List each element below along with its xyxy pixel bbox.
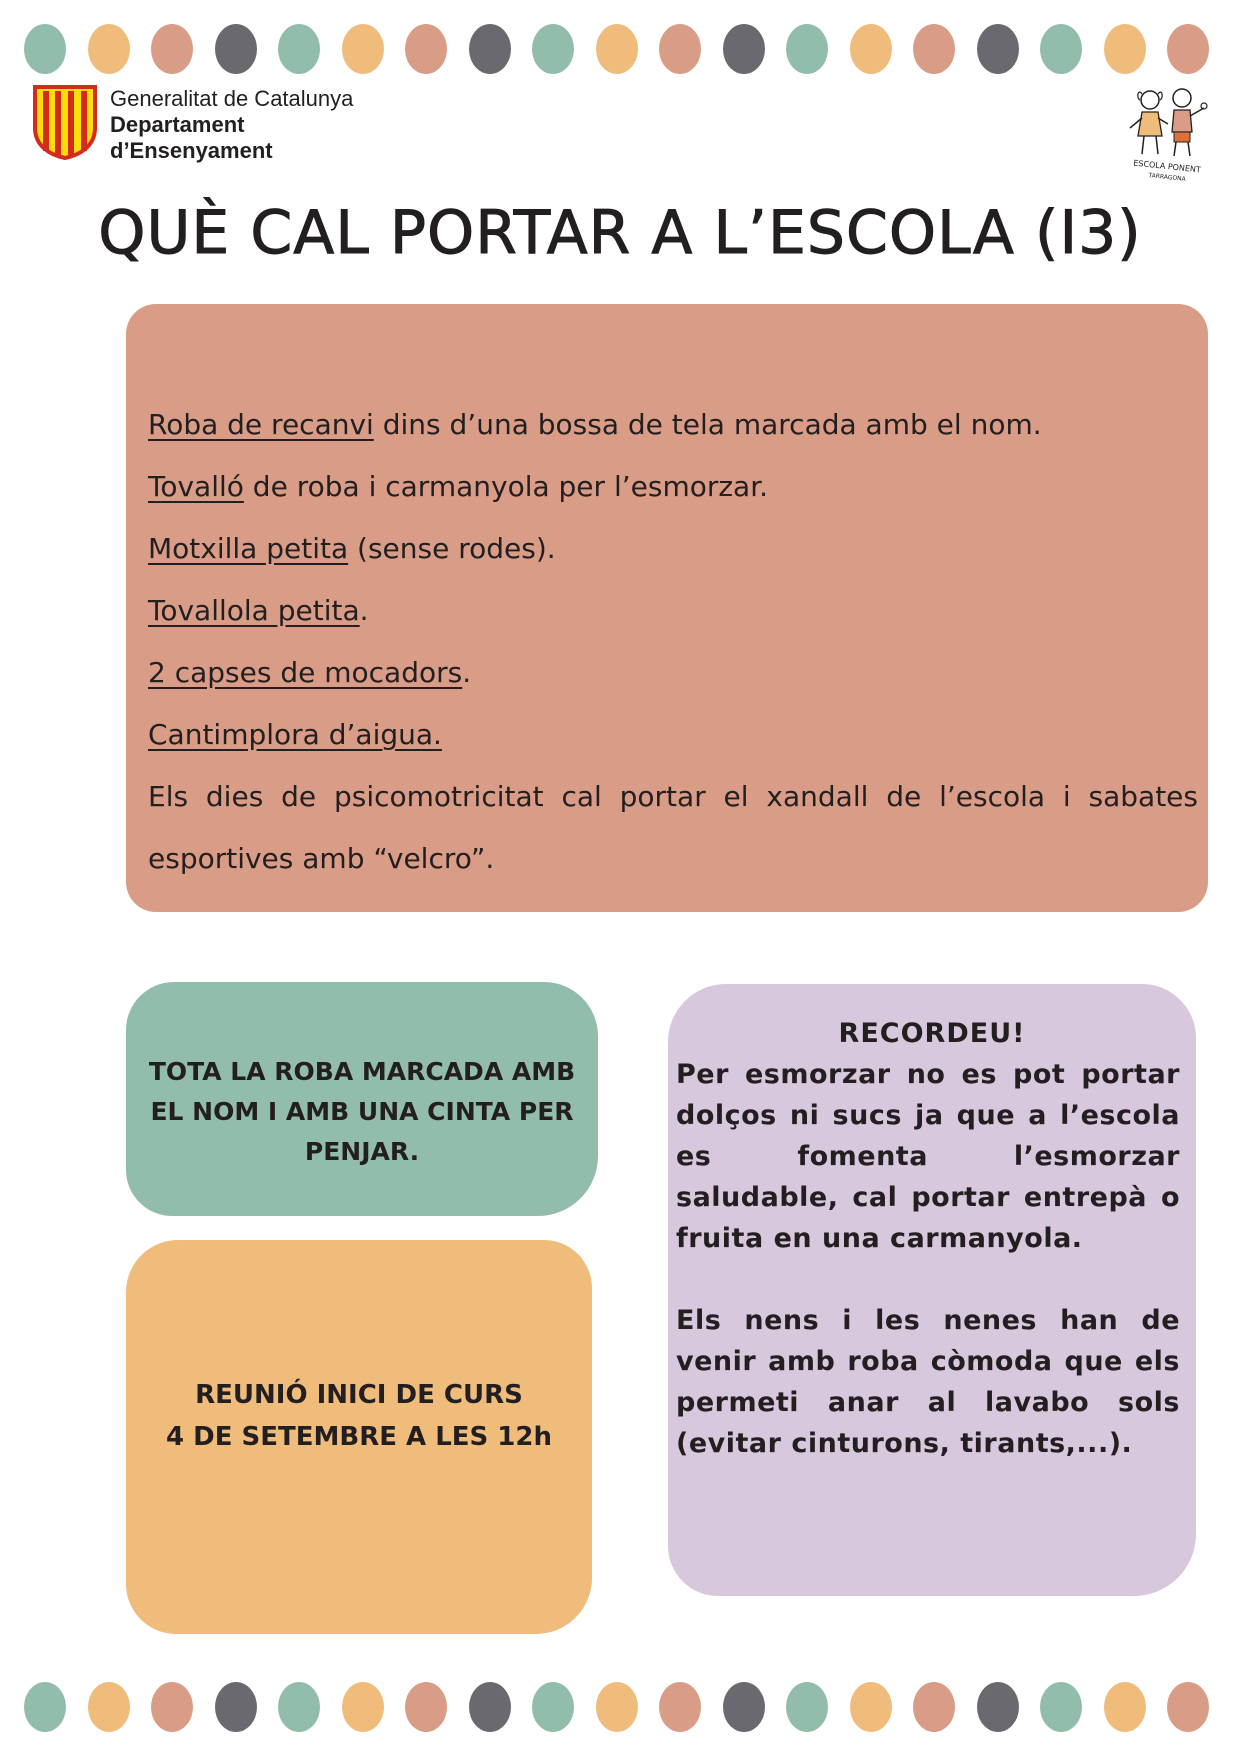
- decorative-dot: [88, 24, 130, 74]
- decorative-dot: [405, 24, 447, 74]
- department-name-line2: d’Ensenyament: [110, 138, 273, 163]
- decorative-dot: [1167, 24, 1209, 74]
- item-text: .: [359, 594, 369, 627]
- decorative-dot: [278, 24, 320, 74]
- note-line: TOTA LA ROBA MARCADA AMB: [148, 1057, 576, 1086]
- department-name-line1: Departament: [110, 112, 245, 137]
- item-highlight: Cantimplora d’aigua.: [148, 718, 442, 751]
- reminder-body: [676, 1054, 1180, 1464]
- list-item: [148, 580, 1198, 642]
- decorative-dot: [151, 1682, 193, 1732]
- decorative-dot: [1040, 1682, 1082, 1732]
- decorative-dot: [850, 24, 892, 74]
- decorative-dot: [278, 1682, 320, 1732]
- decorative-dot: [24, 1682, 66, 1732]
- decorative-dot: [469, 24, 511, 74]
- item-highlight: Roba de recanvi: [148, 408, 374, 441]
- top-dot-border: [0, 24, 1240, 84]
- decorative-dot: [596, 1682, 638, 1732]
- page-title: QUÈ CAL PORTAR A L’ESCOLA (I3): [98, 198, 1142, 268]
- item-text: dins d’una bossa de tela marcada amb el nom.: [373, 408, 1042, 441]
- decorative-dot: [786, 24, 828, 74]
- generalitat-name: Generalitat de Catalunya: [110, 86, 354, 111]
- decorative-dot: [786, 1682, 828, 1732]
- decorative-dot: [1167, 1682, 1209, 1732]
- catalan-shield-icon: [32, 84, 98, 160]
- decorative-dot: [215, 24, 257, 74]
- reminder-paragraph: Per esmorzar no es pot portar dolços ni sucs ja que a l’escola es fomenta l’esmorzar saludable, cal portar entrepà o fruita en una carmanyola.: [676, 1059, 1180, 1254]
- decorative-dot: [977, 24, 1019, 74]
- item-text: de roba i carmanyola per l’esmorzar.: [243, 470, 769, 503]
- reminder-title: RECORDEU!: [838, 1018, 1026, 1049]
- decorative-dot: [469, 1682, 511, 1732]
- school-city: TARRAGONA: [1148, 172, 1187, 183]
- item-text: (sense rodes).: [348, 532, 556, 565]
- decorative-dot: [151, 24, 193, 74]
- decorative-dot: [977, 1682, 1019, 1732]
- decorative-dot: [596, 24, 638, 74]
- decorative-dot: [24, 24, 66, 74]
- decorative-dot: [723, 1682, 765, 1732]
- list-item: [148, 518, 1198, 580]
- decorative-dot: [659, 24, 701, 74]
- decorative-dot: [1040, 24, 1082, 74]
- list-item: [148, 704, 1198, 766]
- note-line: EL NOM I AMB UNA CINTA PER: [150, 1097, 574, 1126]
- decorative-dot: [850, 1682, 892, 1732]
- item-highlight: Tovallola petita: [148, 594, 360, 627]
- decorative-dot: [342, 24, 384, 74]
- school-name: ESCOLA PONENT: [1132, 158, 1202, 175]
- decorative-dot: [1104, 24, 1146, 74]
- decorative-dot: [659, 1682, 701, 1732]
- decorative-dot: [913, 1682, 955, 1732]
- reminder-paragraph: Els nens i les nenes han de venir amb roba còmoda que els permeti anar al lavabo sols (evitar cinturons, tirants,...).: [676, 1305, 1180, 1459]
- item-highlight: 2 capses de mocadors: [148, 656, 463, 689]
- bottom-dot-border: [0, 1682, 1240, 1742]
- item-highlight: Tovalló: [148, 470, 244, 503]
- list-item: [148, 456, 1198, 518]
- item-highlight: Motxilla petita: [148, 532, 349, 565]
- decorative-dot: [723, 24, 765, 74]
- decorative-dot: [88, 1682, 130, 1732]
- decorative-dot: [532, 1682, 574, 1732]
- decorative-dot: [532, 24, 574, 74]
- list-item: Els dies de psicomotricitat cal portar el xandall de l’escola i sabates esportives amb “velcro”.: [148, 780, 1198, 875]
- decorative-dot: [342, 1682, 384, 1732]
- meeting-note: [126, 1374, 592, 1458]
- note-line: PENJAR.: [304, 1137, 420, 1166]
- meeting-date: 4 DE SETEMBRE A LES 12h: [165, 1422, 552, 1452]
- children-drawing-icon: [1124, 84, 1210, 164]
- meeting-title: REUNIÓ INICI DE CURS: [195, 1380, 523, 1410]
- decorative-dot: [405, 1682, 447, 1732]
- decorative-dot: [215, 1682, 257, 1732]
- generalitat-logo: [32, 84, 432, 164]
- item-text: .: [462, 656, 472, 689]
- list-item: [148, 642, 1198, 704]
- school-logo: [1124, 84, 1210, 190]
- supplies-list: [148, 394, 1198, 890]
- decorative-dot: [1104, 1682, 1146, 1732]
- labels-note: [126, 1052, 598, 1172]
- decorative-dot: [913, 24, 955, 74]
- list-item: [148, 394, 1198, 456]
